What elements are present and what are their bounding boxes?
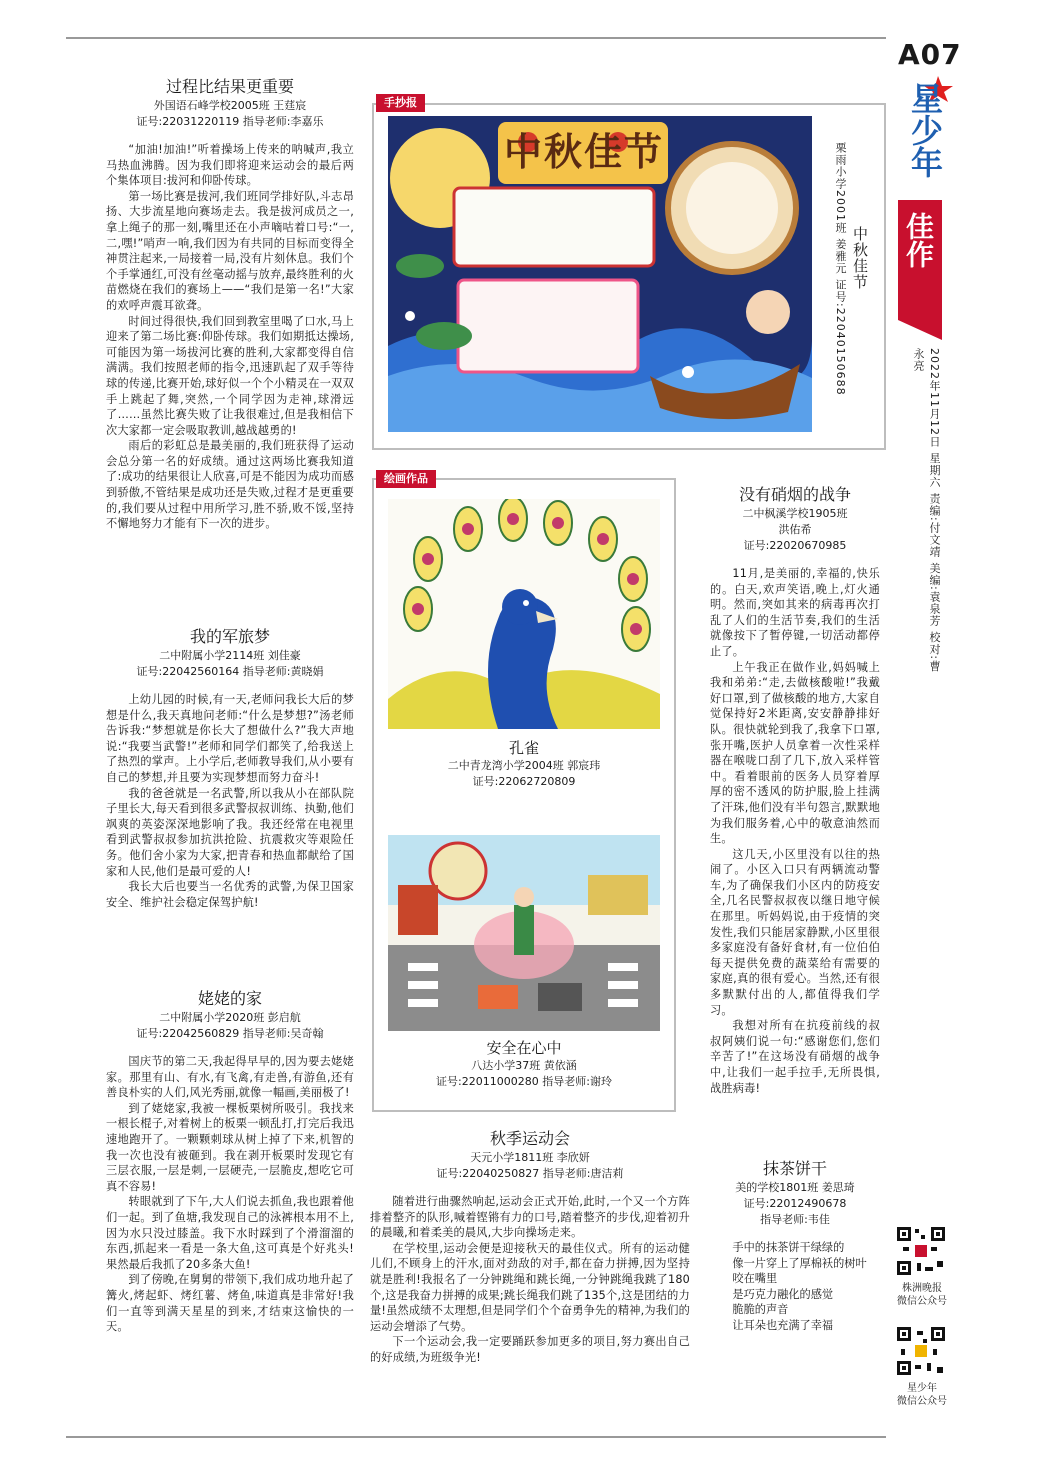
paragraph: 我长大后也要当一名优秀的武警,为保卫国家安全、维护社会稳定保驾护航!	[106, 880, 354, 909]
drawing-school: 二中青龙湾小学2004班 郭宸玮	[447, 759, 601, 772]
handmade-newspaper-image	[388, 116, 812, 432]
top-rule	[66, 37, 886, 39]
paragraph: 时间过得很快,我们回到教室里喝了口水,马上迎来了第二场比赛:仰卧传球。我们如期抵达操场,可能因为第一场拔河比赛的胜利,大家都变得自信满满。我们按照老师的指令,迅速趴起了双手等待球的传递,比赛开始,球好似一个个小精灵在一双双手上跳起了舞,突然,一个同学因为走神,球滑远了……虽然比赛失败了让我很难过,但是我相信下次大家都一定会吸取教训,越战越勇的!	[106, 314, 354, 437]
paragraph: 到了姥姥家,我被一棵板栗树所吸引。我找来一根长棍子,对着树上的板栗一顿乱打,打完后我迅速地跑开了。一颗颗刺球从树上掉了下来,机智的我一次也没有被砸到。我在剥开板栗时发现它有三层衣服,一层是刺,一层硬壳,一层脆皮,想吃它可真不容易!	[106, 1101, 354, 1193]
poem-line: 手中的抹茶饼干绿绿的	[732, 1241, 845, 1254]
paragraph: 第一场比赛是拔河,我们班同学排好队,斗志昂扬、大步流星地向赛场走去。我是拔河成员之一,拿上绳子的那一刻,嘴里还在小声嘀咕着口号:“一,二,嘿!”哨声一响,我们因为有共同的目标而变得全神贯注起来,一局接着一局,没有片刻休息。我们个个手掌通红,可没有丝毫动摇与放弃,最终胜利的火苗燃烧在我们的赛场上——“我们是第一名!”大家的欢呼声震耳欲聋。	[106, 189, 354, 312]
brand-logo	[896, 74, 956, 184]
drawing-title: 孔雀	[508, 739, 539, 757]
article-school: 美的学校1801班 姜思琦	[735, 1181, 855, 1194]
paragraph: 到了傍晚,在舅舅的带领下,我们成功地升起了篝火,烤起虾、烤红薯、烤鱼,味道真是非常好!我们一直等到满天星星的到来,才结束这愉快的一天。	[106, 1273, 354, 1334]
article-war-without-smoke	[710, 484, 880, 1096]
article-grandma-home	[106, 988, 354, 1335]
article-school: 二中附属小学2020班 彭启航	[159, 1011, 301, 1024]
drawings-tag: 绘画作品	[376, 470, 436, 488]
article-title: 我的军旅梦	[189, 627, 270, 646]
article-teacher: 指导老师:韦佳	[760, 1213, 830, 1226]
paragraph: 转眼就到了下午,大人们说去抓鱼,我也跟着他们一起。到了鱼塘,我发现自己的泳裤根本用不上,因为水只没过膝盖。我下水时踩到了个滑溜溜的东西,抓起来一看是一条大鱼,这可真是个好兆头!果然最后我抓了20多条大鱼!	[106, 1195, 354, 1271]
article-military-dream	[106, 626, 354, 910]
paragraph: 这几天,小区里没有以往的热闹了。小区入口只有两辆流动警车,为了确保我们小区内的防疫安全,几名民警叔叔夜以继日地守候在那里。听妈妈说,由于疫情的突发性,我们只能居家静默,小区里很多家庭没有备好食材,有一位伯伯每天提供免费的蔬菜给有需要的家庭,真的很有爱心。当然,还有很多默默付出的人,都值得我们学习。	[710, 847, 880, 1017]
article-autumn-sports	[370, 1128, 690, 1366]
paragraph: “加油!加油!”听着操场上传来的呐喊声,我立马热血沸腾。因为我们即将迎来运动会的最后两个集体项目:拔河和仰卧传球。	[106, 143, 354, 188]
article-school: 外国语石峰学校2005班 王莛宸	[153, 99, 307, 112]
paragraph: 11月,是美丽的,幸福的,快乐的。白天,欢声笑语,晚上,灯火通明。然而,突如其来的病毒再次打乱了人们的生活节奏,我们的生活就像按下了暂停键,一切活动都停止了。	[710, 567, 880, 658]
article-cert: 证号:22042560829 指导老师:吴奇翰	[136, 1027, 324, 1040]
qr-code-xingshaonian	[895, 1325, 947, 1377]
poem-line: 让耳朵也充满了幸福	[732, 1318, 834, 1332]
article-matcha-cookie	[710, 1158, 880, 1334]
paragraph: 我的爸爸就是一名武警,所以我从小在部队院子里长大,每天看到很多武警叔叔训练、执勤,他们飒爽的英姿深深地影响了我。我还经常在电视里看到武警叔叔参加抗洪抢险、抗震救灾等艰险任务。他们舍小家为大家,把青春和热血都献给了国家和人民,他们是最可爱的人!	[106, 786, 354, 878]
paragraph: 雨后的彩虹总是最美丽的,我们班获得了运动会总分第一名的好成绩。通过这两场比赛我知道了:成功的结果很让人欣喜,可是不能因为成功而感到骄傲,不管结果是成功还是失败,过程才是更重要的,我们要从过程中用所学习,胜不骄,败不馁,坚持不懈地努力才能有下一次的进步。	[106, 439, 354, 531]
article-school: 天元小学1811班 李欣妍	[470, 1151, 590, 1164]
paragraph: 在学校里,运动会便是迎接秋天的最佳仪式。所有的运动健儿们,不顾身上的汗水,面对劲敌的对手,都在奋力拼搏,因为坚持就是胜利!我报名了一分钟跳绳和跳长绳,一分钟跳绳我跳了180个,这是我奋力拼搏的成果;跳长绳我们跳了135个,这是团结的力量!虽然成绩不太理想,但是同学们个个奋勇争先的精神,为我们的运动会增添了气势。	[370, 1241, 690, 1333]
paragraph: 国庆节的第二天,我起得早早的,因为要去姥姥家。那里有山、有水,有飞禽,有走兽,有游鱼,还有善良朴实的人们,风光秀丽,就像一幅画,美丽极了!	[106, 1055, 354, 1100]
article-title: 秋季运动会	[489, 1129, 570, 1148]
drawing-title: 安全在心中	[486, 1039, 562, 1057]
poem-line: 像一片穿上了厚棉袄的树叶	[732, 1256, 867, 1270]
page-number: A07	[898, 38, 962, 71]
handmade-tag: 手抄报	[376, 94, 425, 112]
article-process-over-result	[106, 76, 354, 532]
handmade-byline: 栗雨小学2001班 姜雅元 证号:22040150688	[834, 142, 847, 396]
article-title: 抹茶饼干	[762, 1159, 827, 1178]
poem-line: 咬在嘴里	[732, 1272, 778, 1286]
paragraph: 上幼儿园的时候,有一天,老师问我长大后的梦想是什么,我天真地问老师:“什么是梦想?”汤老师告诉我:“梦想就是你长大了想做什么?”我大声地说:“我要当武警!”老师和同学们都笑了,给我送上了热烈的掌声。上小学后,老师教导我们,从小要有自己的梦想,并且要为实现梦想而努力奋斗!	[106, 693, 354, 784]
poem-line: 脆脆的声音	[732, 1303, 789, 1317]
section-banner-tail	[898, 320, 942, 344]
safety-drawing	[388, 835, 660, 1031]
poster-title: 中秋佳节	[503, 130, 664, 174]
article-title: 姥姥的家	[197, 989, 262, 1008]
peacock-caption	[388, 738, 660, 790]
drawing-cert: 证号:22011000280 指导老师:谢玲	[436, 1075, 612, 1088]
paragraph: 随着进行曲骤然响起,运动会正式开始,此时,一个又一个方阵排着整齐的队形,喊着铿锵有力的口号,踏着整齐的步伐,迎着初升的晨曦,和着柔美的晨风,大步向操场走来。	[370, 1195, 690, 1240]
paragraph: 上午我正在做作业,妈妈喊上我和弟弟:“走,去做核酸啦!”我戴好口罩,到了做核酸的地方,大家自觉保持好2米距离,安安静静排好队。很快就轮到我了,我拿下口罩,张开嘴,医护人员拿着一次性采样器在喉咙口刮了几下,放入采样管中。看着眼前的医务人员穿着厚厚的密不透风的防护服,脸上挂满了汗珠,他们没有半句怨言,默默地为我们服务着,心中的敬意油然而生。	[710, 660, 880, 846]
handmade-title: 中秋佳节	[851, 226, 869, 290]
poem-line: 是巧克力融化的感觉	[732, 1287, 834, 1301]
paragraph: 下一个运动会,我一定要踊跃参加更多的项目,努力赛出自己的好成绩,为班级争光!	[370, 1335, 690, 1364]
brand-text: 星少年	[906, 82, 944, 178]
safety-caption	[388, 1038, 660, 1090]
qr-label-xingshaonian: 星少年 微信公众号	[897, 1383, 947, 1407]
article-title: 没有硝烟的战争	[738, 485, 851, 504]
article-cert: 证号:22042560164 指导老师:黄晓娟	[136, 665, 324, 678]
article-cert: 证号:22012490678	[743, 1197, 847, 1210]
peacock-drawing	[388, 499, 660, 729]
qr-code-zhuzhou	[895, 1225, 947, 1277]
article-cert: 证号:22040250827 指导老师:唐洁莉	[436, 1167, 624, 1180]
date-line: 2022年11月12日 星期六 责编:付文靖 美编:袁泉芳 校对:曹永亮	[912, 348, 941, 673]
paragraph: 我想对所有在抗疫前线的叔叔阿姨们说一句:“感谢您们,您们辛苦了!”在这场没有硝烟的战争中,让我们一起手拉手,无所畏惧,战胜病毒!	[710, 1019, 880, 1095]
article-author: 洪佑希	[778, 523, 812, 536]
drawing-cert: 证号:22062720809	[472, 775, 576, 788]
article-school: 二中枫溪学校1905班	[742, 507, 848, 520]
article-school: 二中附属小学2114班 刘佳豪	[159, 649, 301, 662]
qr-label-zhuzhou: 株洲晚报 微信公众号	[897, 1283, 947, 1307]
article-cert: 证号:22031220119 指导老师:李嘉乐	[136, 115, 324, 128]
article-title: 过程比结果更重要	[165, 77, 294, 96]
drawing-school: 八达小学37班 黄依涵	[471, 1059, 577, 1072]
article-cert: 证号:22020670985	[743, 539, 847, 552]
bottom-rule	[66, 1436, 886, 1438]
section-label: 佳作	[902, 212, 935, 268]
